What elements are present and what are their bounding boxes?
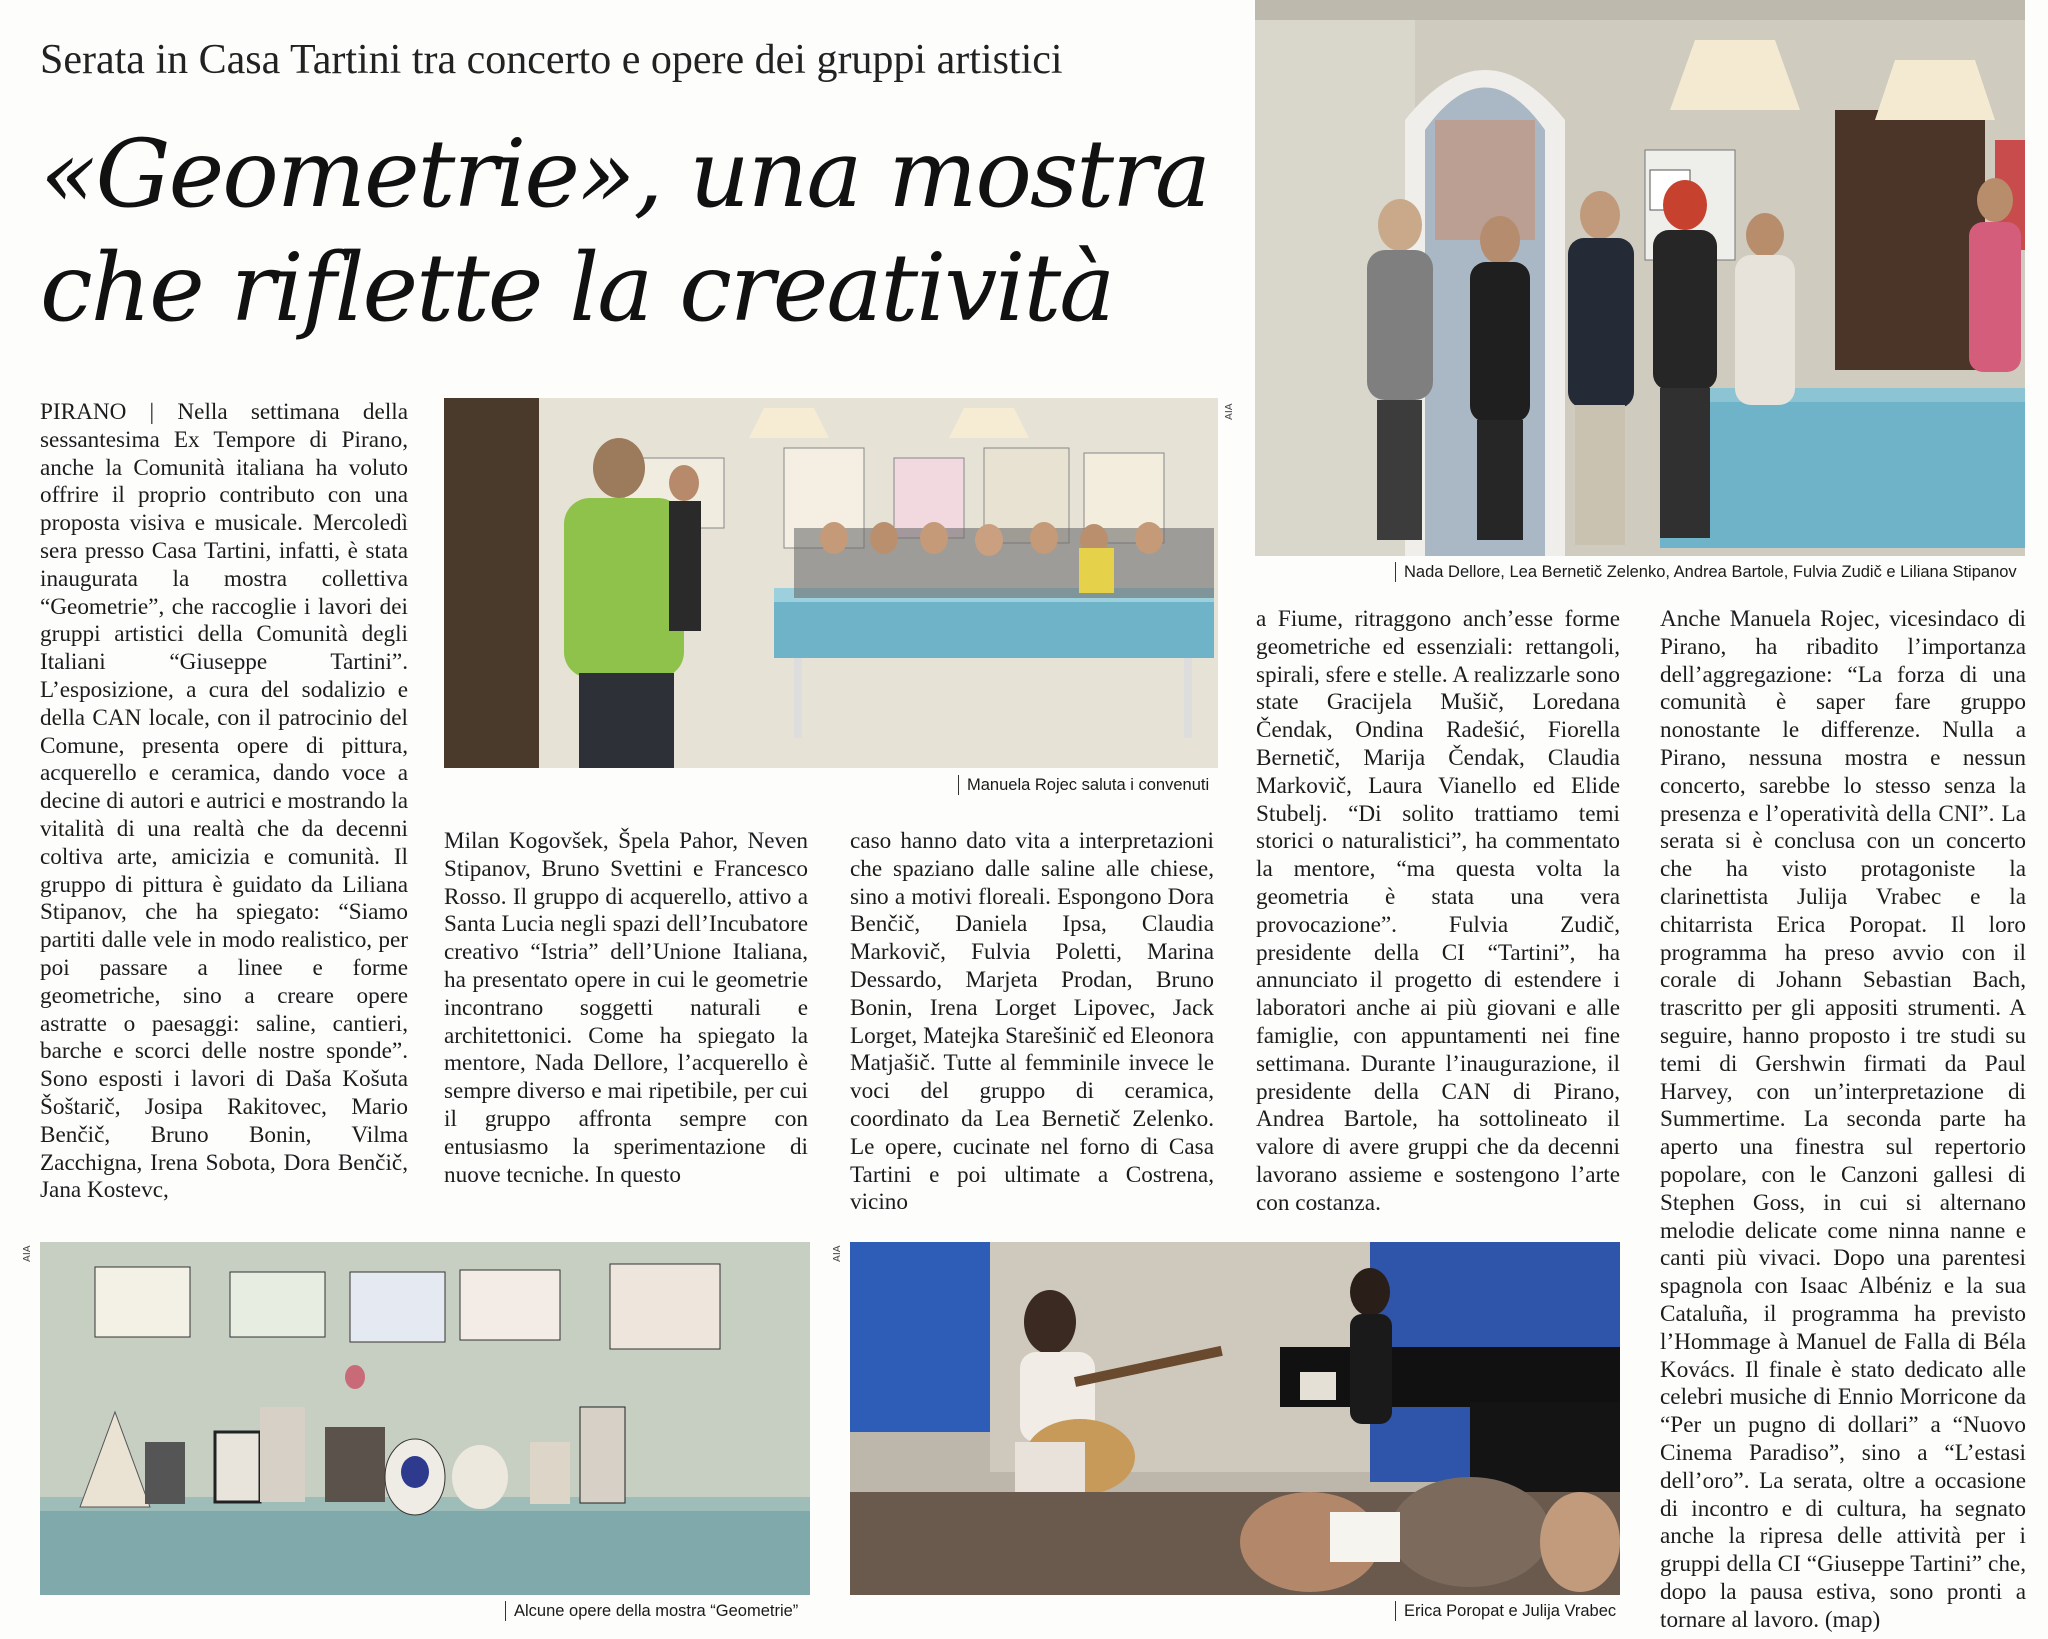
article-body-column-1 bbox=[40, 399, 408, 1205]
body-text-column-5: Anche Manuela Rojec, vicesindaco di Pirano, ha ribadito l’importanza dell’aggregazione: “La forza di una comunità è saper fare gruppo nonostante le differenze. Nulla a Pirano, nessuna mostra e nessun concerto, sarebbe lo stesso senza la presenza e l’operatività della CNI”. La serata si è conclusa con un concerto che ha visto protagoniste la clarinettista Julija Vrabec e la chitarrista Erica Poropat. Il loro programma ha preso avvio con il corale di Johann Sebastian Bach, trascritto per gli appositi strumenti. A seguire, hanno proposto i tre studi su temi di Gershwin firmati da Paul Harvey, con un’interpretazione di Summertime. La seconda parte ha aperto una finestra sul repertorio popolare, con le Canzoni gallesi di Stephen Goss, in cui si alternano melodie delicate come ninna nanne e canti più vivaci. Dopo una parentesi spagnola con Isaac Albéniz e la sua Cataluña, il programma ha previsto l’Hommage à Manuel de Falla di Béla Kovács. Il finale è stato dedicato alle celebri musiche di Ennio Morricone da “Per un pugno di dollari” a “Nuovo Cinema Paradiso”, sino a “L’estasi dell’oro”. La serata, oltre a occasione di incontro e di cultura, ha segnato anche la ripresa delle attività per i gruppi della CI “Giuseppe Tartini” che, dopo la pausa estiva, sono pronti a tornare al lavoro. (map) bbox=[1660, 606, 2026, 1633]
photo-credit-speaker: AIA bbox=[1224, 403, 1235, 420]
article-body-column-2 bbox=[444, 828, 808, 1189]
caption-group-standing: Nada Dellore, Lea Bernetič Zelenko, Andrea Bartole, Fulvia Zudič e Liliana Stipanov bbox=[1395, 562, 2017, 582]
photo-ceramics bbox=[40, 1242, 810, 1595]
caption-ceramics: Alcune opere della mostra “Geometrie” bbox=[505, 1601, 798, 1621]
photo-speaker bbox=[444, 398, 1218, 768]
body-text-column-2: Milan Kogovšek, Špela Pahor, Neven Stipanov, Bruno Svettini e Francesco Rosso. Il gruppo di acquerello, attivo a Santa Lucia negli spazi dell’Incubatore creativo “Istria” dell’Unione Italiana, ha presentato opere in cui le geometrie incontrano soggetti naturali e architettonici. Come ha spiegato la mentore, Nada Dellore, l’acquerello è sempre diverso e mai ripetibile, per cui il gruppo affronta sempre con entusiasmo la sperimentazione di nuove tecniche. In questo bbox=[444, 828, 808, 1188]
headline-line-2: che riflette la creatività bbox=[40, 234, 1114, 343]
article-headline bbox=[40, 118, 1250, 346]
photo-credit-concert: AIA bbox=[832, 1245, 843, 1262]
headline-line-1: «Geometrie», una mostra bbox=[40, 120, 1209, 229]
article-kicker: Serata in Casa Tartini tra concerto e opere dei gruppi artistici bbox=[40, 37, 1063, 83]
article-body-column-3 bbox=[850, 828, 1214, 1217]
body-text-column-4: a Fiume, ritraggono anch’esse forme geometriche ed essenziali: rettangoli, spirali, sfere e stelle. A realizzarle sono state Gracijela Mušič, Loredana Čendak, Ondina Radešić, Fiorella Bernetič, Marija Čendak, Claudia Markovič, Laura Vianello ed Elide Stubelj. “Di solito trattiamo temi storici o naturalistici”, ha commentato la mentore, “ma questa volta la geometria è stata una vera provocazione”. Fulvia Zudič, presidente della CI “Tartini”, ha annunciato il progetto di estendere i laboratori anche ai più giovani e alle famiglie, con appuntamenti nei fine settimana. Durante l’inaugurazione, il presidente della CAN di Pirano, Andrea Bartole, ha sottolineato il valore di avere gruppi che da decenni lavorano assieme e sostengono l’arte con costanza. bbox=[1256, 606, 1620, 1216]
photo-group-standing bbox=[1255, 0, 2025, 556]
caption-speaker: Manuela Rojec saluta i convenuti bbox=[958, 775, 1209, 795]
photo-concert bbox=[850, 1242, 1620, 1595]
body-text-column-1: PIRANO | Nella settimana della sessantesima Ex Tempore di Pirano, anche la Comunità italiana ha voluto offrire il proprio contributo con una proposta visiva e musicale. Mercoledì sera presso Casa Tartini, infatti, è stata inaugurata la mostra collettiva “Geometrie”, che raccoglie i lavori dei gruppi artistici della Comunità degli Italiani “Giuseppe Tartini”. L’esposizione, a cura del sodalizio e della CAN locale, con il patrocinio del Comune, presenta opere di pittura, acquerello e ceramica, dando voce a decine di autori e autrici e mostrando la vitalità di una realtà che da decenni coltiva arte, amicizia e comunità. Il gruppo di pittura è guidato da Liliana Stipanov, che ha spiegato: “Siamo partiti dalle vele in modo realistico, per poi passare a linee e forme geometriche, sino a creare opere astratte o paesaggi: saline, cantieri, barche e scorci delle nostre sponde”. Sono esposti i lavori di Daša Košuta Šoštarič, Josipa Rakitovec, Mario Benčič, Bruno Bonin, Vilma Zacchigna, Irena Sobota, Dora Benčič, Jana Kostevc, bbox=[40, 399, 408, 1204]
article-body-column-4 bbox=[1256, 606, 1620, 1218]
caption-concert: Erica Poropat e Julija Vrabec bbox=[1395, 1601, 1616, 1621]
article-body-column-5 bbox=[1660, 606, 2026, 1634]
body-text-column-3: caso hanno dato vita a interpretazioni che spaziano dalle saline alle chiese, sino a motivi floreali. Espongono Dora Benčič, Daniela Ipsa, Claudia Markovič, Fulvia Poletti, Marina Dessardo, Marjeta Prodan, Bruno Bonin, Irena Lorget Lipovec, Jack Lorget, Matejka Starešinič ed Eleonora Matjašič. Tutte al femminile invece le voci del gruppo di ceramica, coordinato da Lea Bernetič Zelenko. Le opere, cucinate nel forno di Casa Tartini e poi ultimate a Costrena, vicino bbox=[850, 828, 1214, 1216]
photo-credit-ceramics: AIA bbox=[22, 1245, 33, 1262]
